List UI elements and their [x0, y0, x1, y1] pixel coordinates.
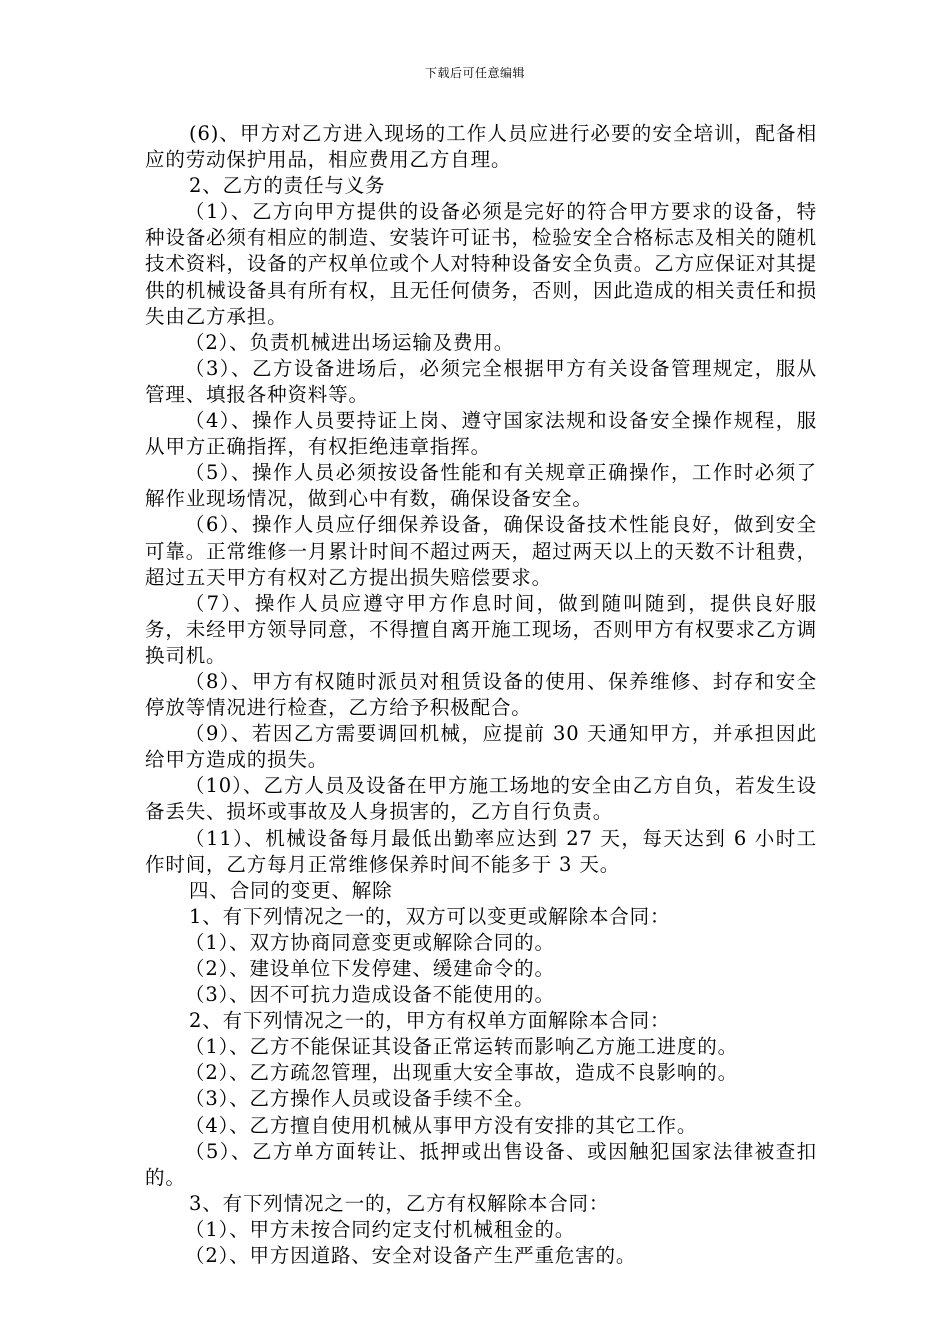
paragraph: （11）、机械设备每月最低出勤率应达到 27 天，每天达到 6 小时工作时间，乙方每月正常维修保养时间不能多于 3 天。: [145, 826, 817, 876]
paragraph: （5）、操作人员必须按设备性能和有关规章正确操作，工作时必须了解作业现场情况，做到心中有数，确保设备安全。: [145, 461, 817, 511]
paragraph: （10）、乙方人员及设备在甲方施工场地的安全由乙方自负，若发生设备丢失、损坏或事故及人身损害的，乙方自行负责。: [145, 774, 817, 824]
list-item: （1）、甲方未按合同约定支付机械租金的。: [185, 1217, 576, 1241]
list-item: （1）、乙方不能保证其设备正常运转而影响乙方施工进度的。: [185, 1035, 738, 1059]
clause-heading: 2、有下列情况之一的，甲方有权单方面解除本合同：: [189, 1009, 671, 1033]
paragraph: (6)、甲方对乙方进入现场的工作人员应进行必要的安全培训，配备相应的劳动保护用品，相应费用乙方自理。: [145, 122, 817, 172]
list-item: （2）、乙方疏忽管理，出现重大安全事故，造成不良影响的。: [185, 1061, 738, 1085]
page-header: 下载后可任意编辑: [424, 66, 525, 80]
paragraph: （9）、若因乙方需要调回机械，应提前 30 天通知甲方，并承担因此给甲方造成的损失。: [145, 722, 817, 772]
clause-heading: 1、有下列情况之一的，双方可以变更或解除本合同：: [189, 904, 671, 928]
list-item: （3）、乙方操作人员或设备手续不全。: [185, 1087, 535, 1111]
section-heading: 四、合同的变更、解除: [189, 878, 393, 902]
list-item: （1）、双方协商同意变更或解除合同的。: [185, 930, 555, 954]
list-item: （2）、建设单位下发停建、缓建命令的。: [185, 957, 555, 980]
paragraph: （4）、操作人员要持证上岗、遵守国家法规和设备安全操作规程，服从甲方正确指挥，有权拒绝违章指挥。: [145, 409, 817, 459]
paragraph: （2）、负责机械进出场运输及费用。: [185, 330, 515, 354]
list-item: （2）、甲方因道路、安全对设备产生严重危害的。: [185, 1244, 637, 1268]
document-body: [145, 121, 817, 1269]
paragraph: （1）、乙方向甲方提供的设备必须是完好的符合甲方要求的设备，特种设备必须有相应的制造、安装许可证书，检验安全合格标志及相关的随机技术资料，设备的产权单位或个人对特种设备安全负责。乙方应保证对其提供的机械设备具有所有权，且无任何债务，否则，因此造成的相关责任和损失由乙方承担。: [145, 200, 817, 328]
list-item: （5）、乙方单方面转让、抵押或出售设备、或因触犯国家法律被查扣的。: [145, 1139, 817, 1189]
paragraph: （7）、操作人员应遵守甲方作息时间，做到随叫随到，提供良好服务，未经甲方领导同意，不得擅自离开施工现场，否则甲方有权要求乙方调换司机。: [145, 591, 817, 667]
paragraph: （6）、操作人员应仔细保养设备，确保设备技术性能良好，做到安全可靠。正常维修一月累计时间不超过两天，超过两天以上的天数不计租费，超过五天甲方有权对乙方提出损失赔偿要求。: [145, 513, 817, 589]
paragraph: （8）、甲方有权随时派员对租赁设备的使用、保养维修、封存和安全停放等情况进行检查，乙方给予积极配合。: [145, 669, 817, 720]
clause-heading: 3、有下列情况之一的，乙方有权解除本合同：: [189, 1191, 610, 1215]
paragraph: （3）、乙方设备进场后，必须完全根据甲方有关设备管理规定，服从管理、填报各种资料等。: [145, 356, 817, 406]
section-heading: 2、乙方的责任与义务: [189, 174, 386, 198]
list-item: （4）、乙方擅自使用机械从事甲方没有安排的其它工作。: [185, 1113, 698, 1137]
list-item: （3）、因不可抗力造成设备不能使用的。: [185, 983, 555, 1007]
